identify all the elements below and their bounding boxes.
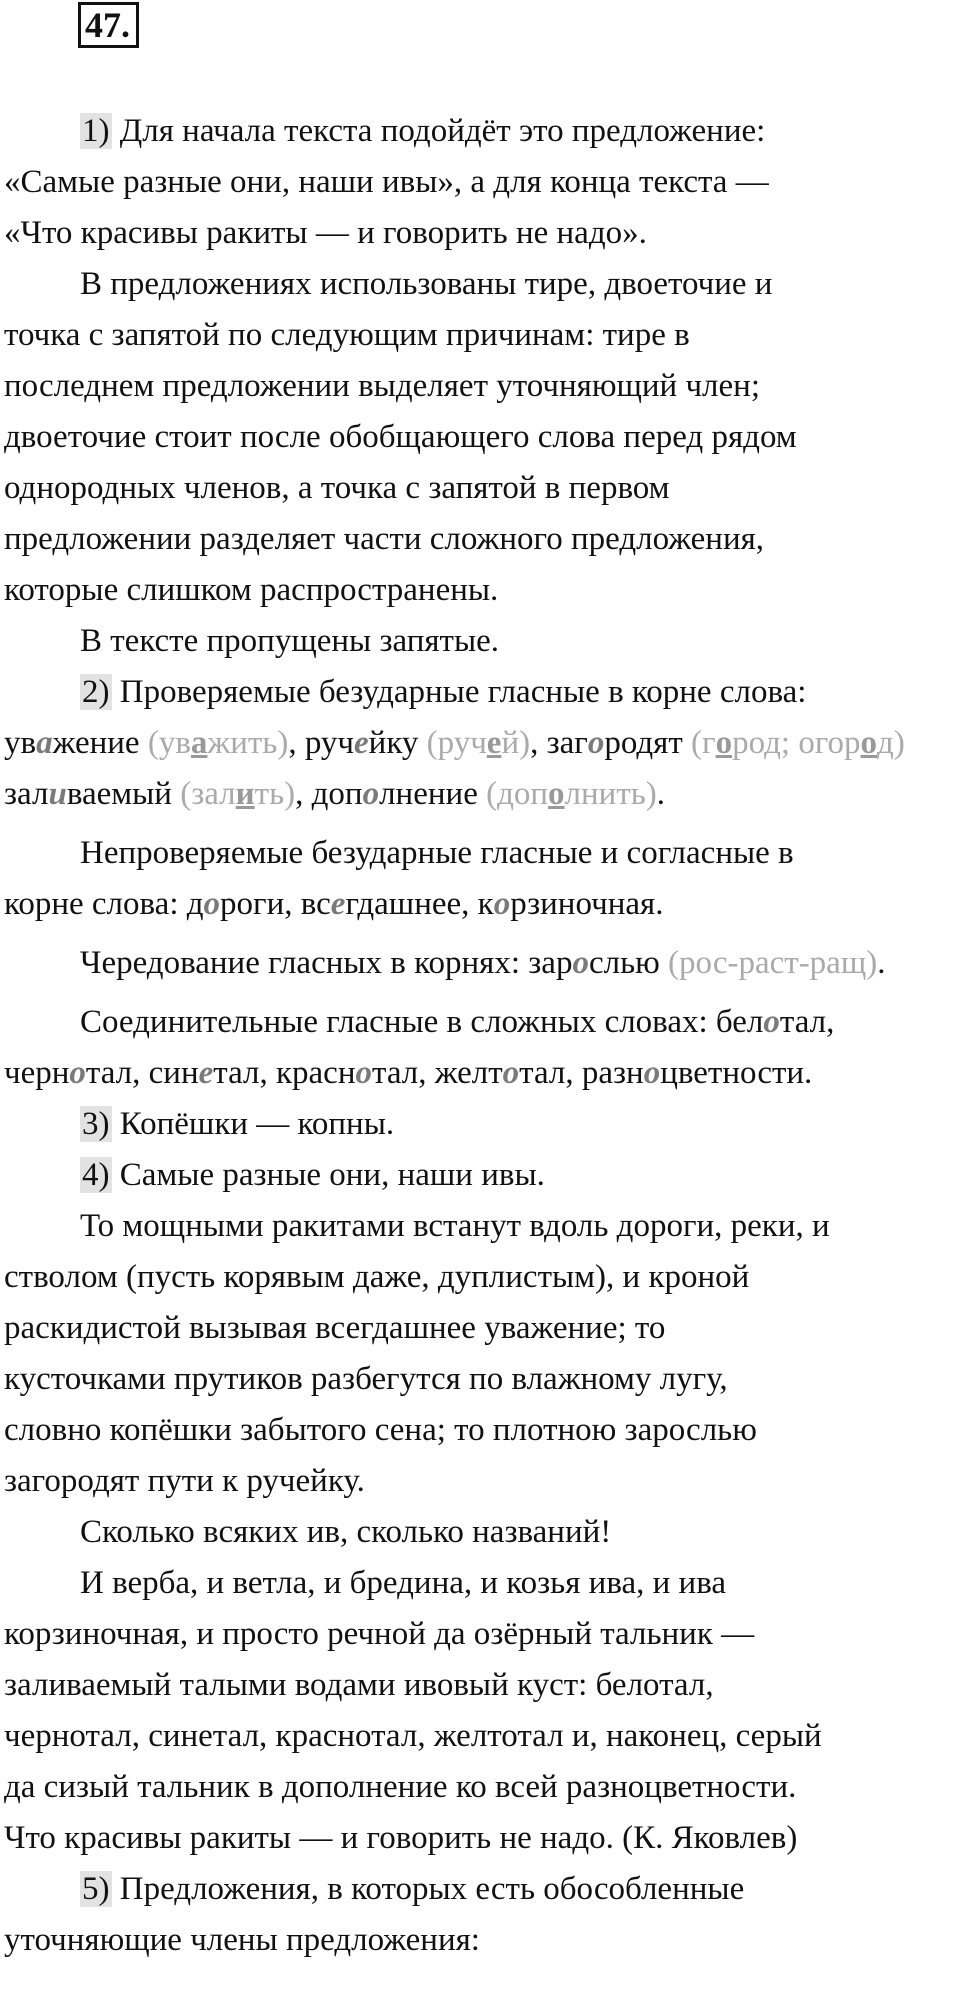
check-word: (рос-раст-ращ) bbox=[668, 945, 878, 981]
word: разноцветности. bbox=[581, 1055, 813, 1091]
text-line: Самые разные они, наши ивы. bbox=[119, 1157, 545, 1193]
paragraph-willows bbox=[4, 1201, 954, 1507]
text-line: Соединительные гласные в сложных словах: bbox=[80, 1004, 708, 1040]
word: краснотал bbox=[276, 1055, 419, 1091]
text-line: предложении разделяет части сложного предложения, bbox=[4, 521, 765, 557]
paragraph-alternation: Чередование гласных в корнях: зарослью (рос-раст-ращ). bbox=[80, 945, 886, 981]
paragraph-unverifiable: Непроверяемые безударные гласные и согласные в корне слова: дороги, всегдашнее, корзиночная. bbox=[4, 835, 794, 922]
text-line: «Что красивы ракиты — и говорить не надо». bbox=[4, 215, 647, 251]
word: заливаемый bbox=[4, 776, 172, 812]
text-line: словно копёшки забытого сена; то плотною зарослью bbox=[4, 1412, 757, 1448]
paragraph-willow-types bbox=[4, 1558, 954, 1864]
section-3 bbox=[4, 1099, 954, 1150]
text-line: последнем предложении выделяет уточняющий член; bbox=[4, 368, 760, 404]
text-line: «Самые разные они, наши ивы», а для конца текста — bbox=[4, 164, 769, 200]
answer-text bbox=[4, 106, 954, 1966]
word: синетал bbox=[148, 1055, 260, 1091]
check-word: (залить) bbox=[180, 776, 296, 812]
section-number: 1) bbox=[82, 113, 110, 149]
word: загородят bbox=[546, 725, 683, 761]
text-line: Чередование гласных в корнях: bbox=[80, 945, 521, 981]
word: ручейку bbox=[304, 725, 419, 761]
text-line: корне слова: bbox=[4, 886, 179, 922]
section-1 bbox=[4, 106, 954, 259]
section-number: 5) bbox=[82, 1871, 110, 1907]
section-4 bbox=[4, 1150, 954, 1201]
text-line: Непроверяемые безударные гласные и согласные в bbox=[80, 835, 794, 871]
text-line: загородят пути к ручейку. bbox=[4, 1463, 365, 1499]
section-number: 4) bbox=[82, 1157, 110, 1193]
check-word: (ручей) bbox=[426, 725, 531, 761]
text-line: кусточками прутиков разбегутся по влажному лугу, bbox=[4, 1361, 728, 1397]
word: всегдашнее bbox=[300, 886, 462, 922]
section-2: 2) Проверяемые безударные гласные в корне слова: уважение (уважить), ручейку (ручей), загородят (город; огород) заливаемый (залить), дополнение (дополнить). bbox=[4, 674, 905, 812]
text-line: Предложения, в которых есть обособленные bbox=[119, 1871, 745, 1907]
text-line: стволом (пусть корявым даже, дуплистым), и кроной bbox=[4, 1259, 750, 1295]
check-word: (дополнить) bbox=[486, 776, 657, 812]
text-line: Для начала текста подойдёт это предложение: bbox=[119, 113, 766, 149]
text-line: То мощными ракитами встанут вдоль дороги, реки, и bbox=[80, 1208, 830, 1244]
text-line: заливаемый талыми водами ивовый куст: белотал, bbox=[4, 1667, 714, 1703]
text-line: Копёшки — копны. bbox=[119, 1106, 395, 1142]
paragraph-punctuation bbox=[4, 259, 954, 616]
text-line: Что красивы ракиты — и говорить не надо. (К. Яковлев) bbox=[4, 1820, 798, 1856]
check-word: (город; огород) bbox=[691, 725, 905, 761]
text-line: которые слишком распространены. bbox=[4, 572, 499, 608]
paragraph-names: Сколько всяких ив, сколько названий! bbox=[80, 1514, 612, 1550]
word: зарослью bbox=[528, 945, 660, 981]
text-line: двоеточие стоит после обобщающего слова перед рядом bbox=[4, 419, 797, 455]
text-line: В предложениях использованы тире, двоеточие и bbox=[80, 266, 773, 302]
paragraph-connecting-vowels: Соединительные гласные в сложных словах: белотал, чернотал, синетал, краснотал, желтотал, разноцветности. bbox=[4, 1004, 835, 1091]
section-number: 2) bbox=[82, 674, 110, 710]
word: корзиночная. bbox=[477, 886, 664, 922]
section-5 bbox=[4, 1864, 954, 1966]
word: белотал bbox=[715, 1004, 827, 1040]
word: чернотал bbox=[4, 1055, 133, 1091]
task-number: 47. bbox=[78, 2, 139, 48]
paragraph-commas: В тексте пропущены запятые. bbox=[80, 623, 500, 659]
word: уважение bbox=[4, 725, 140, 761]
text-line: раскидистой вызывая всегдашнее уважение; то bbox=[4, 1310, 666, 1346]
check-word: (уважить) bbox=[147, 725, 289, 761]
word: желтотал bbox=[434, 1055, 566, 1091]
word: дороги bbox=[186, 886, 285, 922]
word: дополнение bbox=[311, 776, 478, 812]
section-number: 3) bbox=[82, 1106, 110, 1142]
text-line: однородных членов, а точка с запятой в первом bbox=[4, 470, 670, 506]
text-line: уточняющие члены предложения: bbox=[4, 1922, 480, 1958]
text-line: корзиночная, и просто речной да озёрный тальник — bbox=[4, 1616, 755, 1652]
text-line: да сизый тальник в дополнение ко всей разноцветности. bbox=[4, 1769, 797, 1805]
text-line: И верба, и ветла, и бредина, и козья ива, и ива bbox=[80, 1565, 726, 1601]
text-line: точка с запятой по следующим причинам: тире в bbox=[4, 317, 690, 353]
text-line: Проверяемые безударные гласные в корне слова: bbox=[119, 674, 807, 710]
text-line: чернотал, синетал, краснотал, желтотал и, наконец, серый bbox=[4, 1718, 822, 1754]
